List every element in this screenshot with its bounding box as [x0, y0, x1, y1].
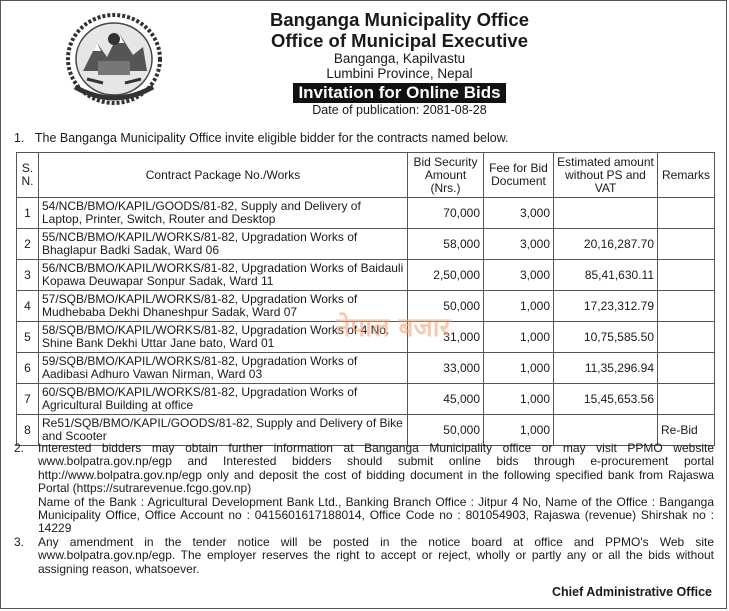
note-text: Any amendment in the tender notice will be posted in the notice board at office and PPMO's Web site www.bolpatra.gov.np/egp. The employer reserves the right to accept or reject, wholly or partly any or all the bids without assigning reason, whatsoever.	[38, 534, 714, 576]
cell-package: 57/SQB/BMO/KAPIL/WORKS/81-82, Upgradation Works of Mudhebaba Dekhi Dhaneshpur Sadak, Ward 07	[39, 291, 408, 322]
header-remarks: Remarks	[658, 153, 715, 198]
cell-fee: 3,000	[484, 260, 554, 291]
cell-estimate: 17,23,312.79	[554, 291, 658, 322]
header-fee: Fee for Bid Document	[484, 153, 554, 198]
notes-section	[14, 442, 714, 576]
cell-estimate: 85,41,630.11	[554, 260, 658, 291]
cell-sn: 5	[17, 322, 39, 353]
cell-package: 59/SQB/BMO/KAPIL/WORKS/81-82, Upgradation Works of Aadibasi Adhuro Vawan Nirman, Ward 03	[39, 353, 408, 384]
cell-remarks	[658, 353, 715, 384]
office-name: Banganga Municipality Office	[269, 9, 530, 30]
intro-paragraph	[14, 131, 509, 146]
cell-package: 60/SQB/BMO/KAPIL/WORKS/81-82, Upgradation Works of Agricultural Building at office	[39, 384, 408, 415]
cell-package: 55/NCB/BMO/KAPIL/WORKS/81-82, Upgradation Works of Bhaglapur Badki Sadak, Ward 06	[39, 229, 408, 260]
cell-estimate: 15,45,653.56	[554, 384, 658, 415]
cell-security: 58,000	[408, 229, 484, 260]
cell-fee: 1,000	[484, 322, 554, 353]
cell-sn: 6	[17, 353, 39, 384]
table-row	[17, 229, 715, 260]
cell-fee: 3,000	[484, 198, 554, 229]
cell-sn: 2	[17, 229, 39, 260]
cell-sn: 1	[17, 198, 39, 229]
cell-remarks	[658, 291, 715, 322]
cell-security: 45,000	[408, 384, 484, 415]
header-security: Bid Security Amount (Nrs.)	[408, 153, 484, 198]
table-row	[17, 353, 715, 384]
cell-sn: 3	[17, 260, 39, 291]
cell-package: Re51/SQB/BMO/KAPIL/GOODS/81-82, Supply and Delivery of Bike and Scooter	[39, 415, 408, 446]
executive-name: Office of Municipal Executive	[270, 30, 528, 51]
cell-remarks	[658, 322, 715, 353]
cell-sn: 8	[17, 415, 39, 446]
note-text: Interested bidders may obtain further information at Banganga Municipality office or may visit PPMO website www.bolpatra.gov.np/egp and Interested bidders should submit online bids through e-procurement portal http://www.bolpatra.gov.np/egp only and deposit the cost of bidding document in the following specified bank from Rajaswa Portal (https://sutrarevenue.fcgo.gov.np)	[38, 441, 714, 496]
cell-package: 58/SQB/BMO/KAPIL/WORKS/81-82, Upgradation Works of 4 No. Shine Bank Dekhi Uttar Jane bato, Ward 01	[39, 322, 408, 353]
notice-header	[1, 9, 728, 118]
table-header-row	[17, 153, 715, 198]
intro-text: The Banganga Municipality Office invite eligible bidder for the contracts named below.	[34, 131, 509, 145]
note-number: 2.	[14, 441, 25, 455]
table-row	[17, 198, 715, 229]
cell-fee: 1,000	[484, 353, 554, 384]
cell-package: 56/NCB/BMO/KAPIL/WORKS/81-82, Upgradation Works of Baidauli Kopawa Deuwapar Sonpur Sadak, Ward 11	[39, 260, 408, 291]
contracts-table	[16, 152, 715, 446]
cell-remarks	[658, 198, 715, 229]
cell-fee: 1,000	[484, 415, 554, 446]
cell-remarks	[658, 384, 715, 415]
cell-remarks	[658, 229, 715, 260]
table-row	[17, 384, 715, 415]
cell-security: 33,000	[408, 353, 484, 384]
cell-estimate: 20,16,287.70	[554, 229, 658, 260]
table-row	[17, 260, 715, 291]
cell-package: 54/NCB/BMO/KAPIL/GOODS/81-82, Supply and Delivery of Laptop, Printer, Switch, Router and Desktop	[39, 198, 408, 229]
note-3	[14, 536, 714, 576]
cell-fee: 3,000	[484, 229, 554, 260]
note-number: 3.	[14, 534, 25, 549]
cell-remarks: Re-Bid	[658, 415, 715, 446]
notice-title: Invitation for Online Bids	[293, 83, 505, 103]
cell-sn: 4	[17, 291, 39, 322]
header-estimate: Estimated amount without PS and VAT	[554, 153, 658, 198]
cell-security: 50,000	[408, 415, 484, 446]
address-line-1: Banganga, Kapilvastu	[333, 51, 466, 66]
cell-security: 2,50,000	[408, 260, 484, 291]
address-line-2: Lumbini Province, Nepal	[326, 66, 473, 81]
bank-details: Name of the Bank : Agricultural Development Bank Ltd., Banking Branch Office : Jitpur 4 No, Name of the Office : Banganga Municipality Office, Office Account no : 0415601617188014, Office Code no : 801054903, Rajaswa (revenue) Shirshak no : 14229	[38, 494, 714, 536]
cell-security: 50,000	[408, 291, 484, 322]
cell-estimate: 11,35,296.94	[554, 353, 658, 384]
cell-sn: 7	[17, 384, 39, 415]
cell-security: 70,000	[408, 198, 484, 229]
signature-line: Chief Administrative Office	[552, 585, 712, 599]
cell-fee: 1,000	[484, 384, 554, 415]
note-2	[14, 442, 714, 536]
cell-remarks	[658, 260, 715, 291]
cell-estimate: 10,75,585.50	[554, 322, 658, 353]
intro-number: 1.	[14, 131, 25, 145]
watermark-logo	[336, 306, 476, 346]
publication-date: Date of publication: 2081-08-28	[312, 103, 487, 117]
cell-fee: 1,000	[484, 291, 554, 322]
header-sn: S. N.	[17, 153, 39, 198]
watermark-text: नेपाल बजार	[336, 313, 451, 343]
header-package: Contract Package No./Works	[39, 153, 408, 198]
cell-security: 31,000	[408, 322, 484, 353]
cell-estimate	[554, 198, 658, 229]
